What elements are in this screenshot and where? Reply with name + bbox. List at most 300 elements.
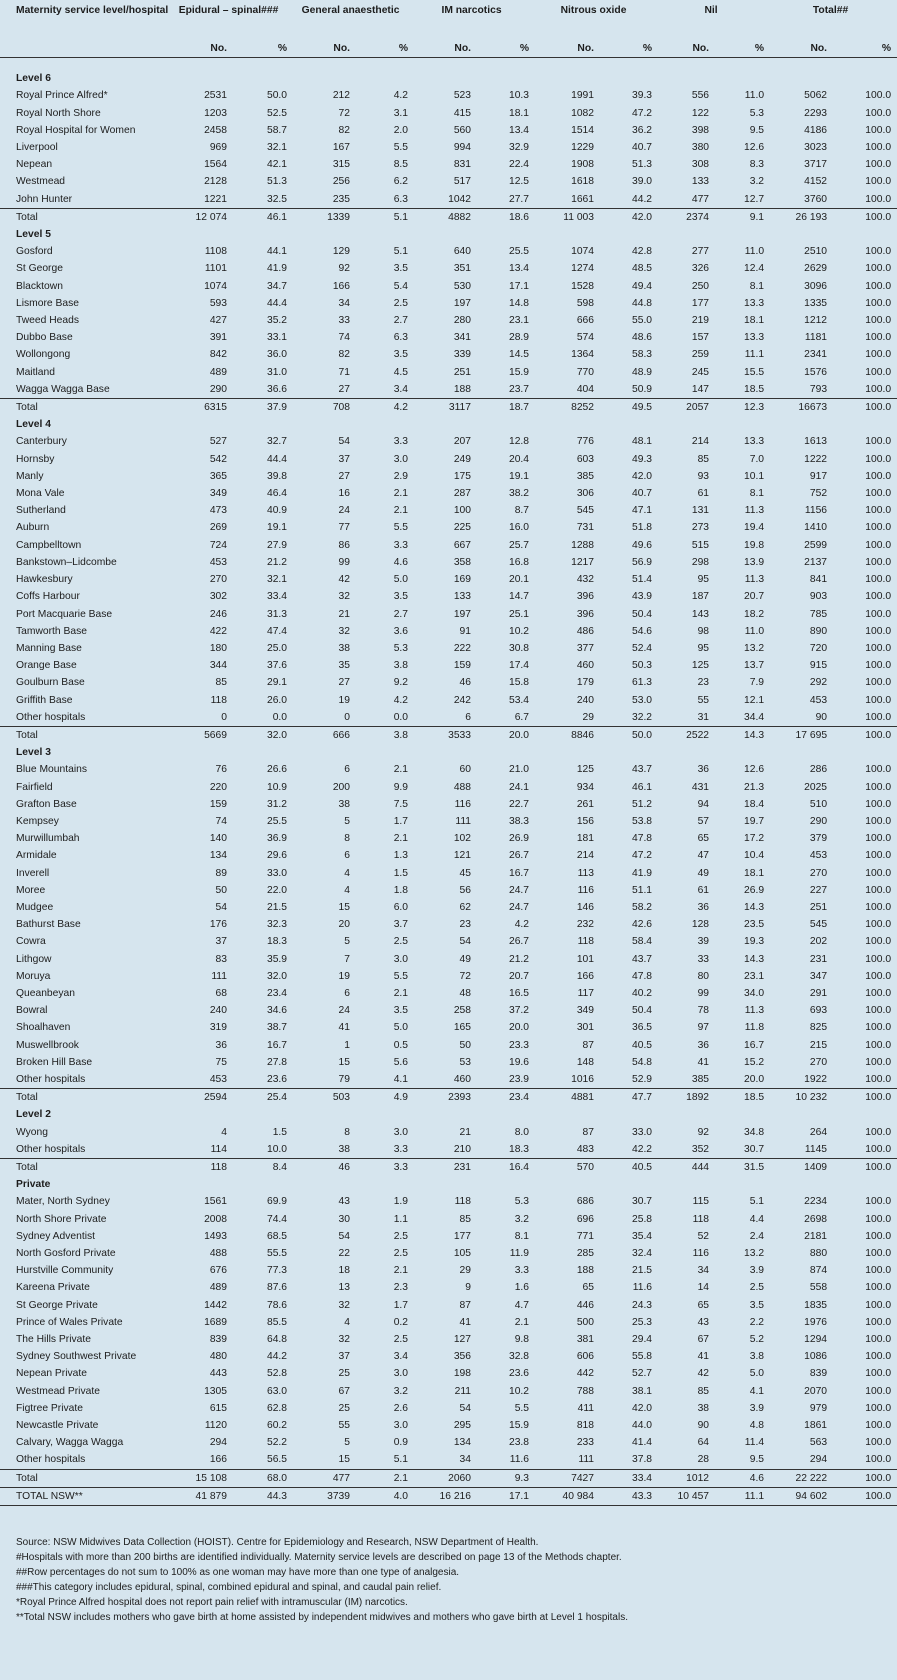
table-cell: 2.5 bbox=[749, 1282, 765, 1294]
table-cell: 57 bbox=[697, 815, 710, 827]
table-cell: 5.5 bbox=[393, 142, 409, 154]
table-cell: 6.2 bbox=[393, 176, 409, 188]
table-cell: 19.7 bbox=[744, 815, 765, 827]
table-cell: 100.0 bbox=[865, 798, 892, 810]
table-cell: 1689 bbox=[204, 1316, 227, 1328]
row-label: Sutherland bbox=[16, 505, 66, 517]
table-cell: 58.7 bbox=[266, 124, 288, 136]
table-cell: 27 bbox=[338, 677, 351, 689]
table-cell: 5.0 bbox=[749, 1368, 765, 1380]
section-heading-row bbox=[0, 744, 897, 761]
row-label: Maitland bbox=[16, 366, 55, 378]
table-cell: 686 bbox=[576, 1196, 595, 1208]
table-cell: 97 bbox=[697, 1022, 710, 1034]
table-cell: 14.3 bbox=[744, 901, 765, 913]
table-cell: 32.1 bbox=[266, 574, 288, 586]
footnote-source: Source: NSW Midwives Data Collection (HOIST). Centre for Epidemiology and Research, NSW Department of Health. bbox=[16, 1537, 539, 1548]
table-cell: 3533 bbox=[414, 726, 477, 744]
table-cell: 4 bbox=[344, 1316, 351, 1328]
table-cell: 34.4 bbox=[744, 711, 765, 723]
table-row bbox=[0, 1037, 897, 1054]
table-cell: 3.3 bbox=[393, 539, 409, 551]
row-label: Campbelltown bbox=[16, 539, 82, 551]
table-cell: 36.6 bbox=[266, 383, 288, 395]
row-label: Royal Hospital for Women bbox=[16, 124, 136, 136]
row-label: Blacktown bbox=[16, 280, 63, 292]
table-cell: 1203 bbox=[204, 107, 227, 119]
table-cell: 52.9 bbox=[631, 1073, 653, 1085]
table-cell: 6.3 bbox=[393, 193, 409, 205]
table-cell: 903 bbox=[809, 591, 828, 603]
column-header: Nil bbox=[704, 5, 718, 16]
table-cell: 1661 bbox=[571, 193, 595, 205]
section-heading-row bbox=[0, 1176, 897, 1193]
table-cell: 38.1 bbox=[631, 1385, 653, 1397]
table-cell: 724 bbox=[209, 539, 227, 551]
row-label: Fairfield bbox=[16, 781, 53, 793]
row-label: Calvary, Wagga Wagga bbox=[16, 1437, 124, 1449]
table-cell: 563 bbox=[809, 1437, 828, 1449]
table-cell: 422 bbox=[209, 625, 227, 637]
table-row bbox=[0, 588, 897, 605]
table-cell: 4.0 bbox=[356, 1487, 414, 1505]
table-cell: 100.0 bbox=[865, 159, 892, 171]
table-row bbox=[0, 502, 897, 519]
table-cell: 100.0 bbox=[865, 936, 892, 948]
table-row bbox=[0, 381, 897, 399]
table-cell: 20.0 bbox=[744, 1073, 765, 1085]
table-cell: 25.5 bbox=[266, 815, 288, 827]
table-cell: 969 bbox=[209, 142, 227, 154]
section-heading: Level 6 bbox=[16, 73, 51, 85]
section-heading: Private bbox=[16, 1179, 51, 1191]
subheader-pct: % bbox=[398, 43, 409, 54]
table-cell: 2057 bbox=[658, 399, 715, 417]
table-cell: 3.3 bbox=[393, 436, 409, 448]
table-cell: 4 bbox=[344, 867, 351, 879]
table-cell: 74 bbox=[215, 815, 227, 827]
table-cell: 127 bbox=[453, 1334, 472, 1346]
table-cell: 27.7 bbox=[508, 193, 530, 205]
table-cell: 10.1 bbox=[744, 470, 765, 482]
table-row bbox=[0, 657, 897, 674]
table-cell: 2.7 bbox=[393, 315, 409, 327]
table-cell: 1528 bbox=[571, 280, 595, 292]
table-cell: 60.2 bbox=[266, 1420, 288, 1432]
table-row bbox=[0, 830, 897, 847]
table-cell: 61.3 bbox=[631, 677, 653, 689]
table-cell: 2234 bbox=[804, 1196, 828, 1208]
table-cell: 32 bbox=[338, 1334, 351, 1346]
table-cell: 25.7 bbox=[508, 539, 530, 551]
table-cell: 294 bbox=[209, 1437, 227, 1449]
table-cell: 32 bbox=[338, 1299, 351, 1311]
table-cell: 37.6 bbox=[266, 660, 288, 672]
table-cell: 100.0 bbox=[865, 815, 892, 827]
table-cell: 306 bbox=[576, 488, 595, 500]
table-cell: 4 bbox=[221, 1126, 227, 1138]
table-cell: 2070 bbox=[804, 1385, 828, 1397]
table-cell: 100.0 bbox=[865, 1454, 892, 1466]
table-cell: 1409 bbox=[770, 1159, 833, 1177]
table-cell: 21.3 bbox=[744, 781, 765, 793]
table-cell: 14.3 bbox=[744, 953, 765, 965]
table-cell: 2531 bbox=[204, 90, 227, 102]
table-row bbox=[0, 295, 897, 312]
table-cell: 100.0 bbox=[865, 1437, 892, 1449]
row-label: Kareena Private bbox=[16, 1282, 90, 1294]
table-cell: 4.2 bbox=[393, 90, 409, 102]
table-cell: 7.9 bbox=[749, 677, 765, 689]
table-cell: 100.0 bbox=[865, 1299, 892, 1311]
table-cell: 47.4 bbox=[266, 625, 288, 637]
table-cell: 211 bbox=[454, 1385, 472, 1397]
table-cell: 33 bbox=[697, 953, 710, 965]
table-cell: 277 bbox=[691, 246, 710, 258]
table-cell: 1074 bbox=[204, 280, 227, 292]
table-cell: 11.0 bbox=[744, 90, 765, 102]
table-cell: 99 bbox=[338, 556, 351, 568]
total-row bbox=[0, 1469, 897, 1487]
table-cell: 615 bbox=[209, 1402, 227, 1414]
table-cell: 640 bbox=[453, 246, 472, 258]
table-cell: 2458 bbox=[204, 124, 227, 136]
table-cell: 54 bbox=[338, 436, 351, 448]
table-cell: 159 bbox=[209, 798, 227, 810]
table-cell: 65 bbox=[582, 1282, 595, 1294]
table-cell: 258 bbox=[453, 1005, 472, 1017]
table-cell: 0.0 bbox=[272, 711, 288, 723]
table-cell: 52 bbox=[697, 1230, 710, 1242]
table-cell: 36.2 bbox=[631, 124, 653, 136]
table-row bbox=[0, 709, 897, 727]
table-cell: 212 bbox=[332, 90, 351, 102]
table-cell: 100.0 bbox=[833, 1089, 897, 1107]
total-row bbox=[0, 1159, 897, 1177]
table-cell: 122 bbox=[691, 107, 710, 119]
table-cell: 500 bbox=[576, 1316, 595, 1328]
row-label: Wyong bbox=[16, 1126, 48, 1138]
table-cell: 11 003 bbox=[535, 208, 600, 226]
table-cell: 5.0 bbox=[393, 1022, 409, 1034]
table-cell: 5.5 bbox=[393, 970, 409, 982]
table-cell: 18.1 bbox=[744, 867, 765, 879]
table-cell: 36 bbox=[697, 1039, 710, 1051]
table-cell: 1074 bbox=[571, 246, 595, 258]
table-cell: 32.5 bbox=[266, 193, 288, 205]
table-cell: 100.0 bbox=[865, 349, 892, 361]
table-cell: 8 bbox=[344, 833, 351, 845]
table-cell: 9.3 bbox=[477, 1469, 535, 1487]
table-cell: 43 bbox=[338, 1196, 351, 1208]
table-cell: 42.0 bbox=[631, 470, 653, 482]
table-cell: 46.1 bbox=[233, 208, 293, 226]
table-cell: 19.1 bbox=[266, 522, 288, 534]
table-cell: 100.0 bbox=[865, 522, 892, 534]
table-cell: 1.5 bbox=[272, 1126, 288, 1138]
table-cell: 231 bbox=[414, 1159, 477, 1177]
table-cell: 38 bbox=[338, 642, 351, 654]
row-label: Total bbox=[0, 208, 170, 226]
table-cell: 61 bbox=[697, 884, 710, 896]
table-cell: 404 bbox=[576, 383, 595, 395]
row-label: Gosford bbox=[16, 246, 53, 258]
table-cell: 16 bbox=[338, 488, 351, 500]
table-cell: 21.2 bbox=[266, 556, 288, 568]
table-row bbox=[0, 640, 897, 657]
subheader-no: No. bbox=[210, 43, 227, 54]
table-cell: 26.9 bbox=[744, 884, 765, 896]
table-cell: 15 108 bbox=[170, 1469, 233, 1487]
table-cell: 54.8 bbox=[631, 1056, 653, 1068]
table-cell: 1410 bbox=[804, 522, 828, 534]
table-cell: 1335 bbox=[804, 297, 828, 309]
table-cell: 100.0 bbox=[865, 1005, 892, 1017]
table-cell: 352 bbox=[691, 1143, 710, 1155]
table-cell: 83 bbox=[215, 953, 227, 965]
table-cell: 570 bbox=[535, 1159, 600, 1177]
table-cell: 818 bbox=[576, 1420, 595, 1432]
table-cell: 3.0 bbox=[393, 953, 409, 965]
table-cell: 68.0 bbox=[233, 1469, 293, 1487]
table-cell: 3717 bbox=[804, 159, 828, 171]
table-cell: 42.6 bbox=[631, 919, 653, 931]
table-cell: 1991 bbox=[571, 90, 595, 102]
table-row bbox=[0, 1365, 897, 1382]
table-cell: 12.8 bbox=[508, 436, 530, 448]
table-cell: 55 bbox=[338, 1420, 351, 1432]
table-cell: 298 bbox=[691, 556, 710, 568]
table-cell: 1042 bbox=[448, 193, 472, 205]
total-row bbox=[0, 726, 897, 744]
table-cell: 180 bbox=[209, 642, 227, 654]
row-label: Tamworth Base bbox=[16, 625, 87, 637]
table-cell: 28.9 bbox=[508, 332, 530, 344]
table-cell: 2.1 bbox=[356, 1469, 414, 1487]
table-cell: 54 bbox=[459, 1402, 472, 1414]
table-cell: 118 bbox=[692, 1213, 710, 1225]
table-cell: 100.0 bbox=[865, 711, 892, 723]
table-cell: 47.8 bbox=[631, 970, 653, 982]
table-cell: 515 bbox=[691, 539, 710, 551]
table-cell: 593 bbox=[209, 297, 227, 309]
table-cell: 47.8 bbox=[631, 833, 653, 845]
table-cell: 20.4 bbox=[508, 453, 530, 465]
table-cell: 11.6 bbox=[632, 1282, 653, 1294]
table-cell: 18.4 bbox=[744, 798, 765, 810]
table-cell: 483 bbox=[576, 1143, 595, 1155]
table-cell: 100.0 bbox=[865, 315, 892, 327]
table-cell: 55.8 bbox=[631, 1351, 653, 1363]
table-cell: 3.5 bbox=[749, 1299, 765, 1311]
table-cell: 1.1 bbox=[393, 1213, 409, 1225]
table-body bbox=[0, 58, 897, 1506]
table-cell: 2181 bbox=[804, 1230, 828, 1242]
table-cell: 1892 bbox=[658, 1089, 715, 1107]
table-cell: 35.4 bbox=[631, 1230, 653, 1242]
table-cell: 32.0 bbox=[266, 970, 288, 982]
table-cell: 37 bbox=[338, 453, 351, 465]
table-cell: 80 bbox=[697, 970, 710, 982]
table-cell: 67 bbox=[338, 1385, 351, 1397]
table-cell: 5.1 bbox=[393, 246, 409, 258]
table-cell: 17 695 bbox=[770, 726, 833, 744]
table-row bbox=[0, 761, 897, 778]
table-cell: 165 bbox=[453, 1022, 472, 1034]
row-label: Hurstville Community bbox=[16, 1265, 114, 1277]
table-cell: 17.1 bbox=[477, 1487, 535, 1505]
table-cell: 40.7 bbox=[631, 142, 653, 154]
table-cell: 14.5 bbox=[508, 349, 530, 361]
section-heading: Level 2 bbox=[16, 1109, 51, 1121]
table-cell: 39.8 bbox=[266, 470, 288, 482]
table-cell: 3.5 bbox=[393, 349, 409, 361]
table-cell: 319 bbox=[209, 1022, 227, 1034]
table-cell: 4881 bbox=[535, 1089, 600, 1107]
table-row bbox=[0, 674, 897, 691]
table-cell: 42 bbox=[338, 574, 351, 586]
table-cell: 74 bbox=[338, 332, 351, 344]
row-label: Port Macquarie Base bbox=[16, 608, 113, 620]
table-cell: 53.0 bbox=[631, 694, 653, 706]
table-cell: 1561 bbox=[204, 1196, 227, 1208]
table-cell: 251 bbox=[453, 366, 472, 378]
row-label: Auburn bbox=[16, 522, 50, 534]
table-cell: 8.0 bbox=[514, 1126, 530, 1138]
table-cell: 4.9 bbox=[356, 1089, 414, 1107]
table-cell: 51.3 bbox=[266, 176, 288, 188]
table-cell: 42.8 bbox=[631, 246, 653, 258]
table-row bbox=[0, 1297, 897, 1314]
table-cell: 3096 bbox=[804, 280, 828, 292]
table-cell: 0.2 bbox=[393, 1316, 409, 1328]
table-cell: 231 bbox=[809, 953, 828, 965]
table-cell: 128 bbox=[691, 919, 710, 931]
table-cell: 2374 bbox=[658, 208, 715, 226]
row-label: Mudgee bbox=[16, 901, 54, 913]
table-cell: 93 bbox=[697, 470, 710, 482]
table-cell: 606 bbox=[576, 1351, 595, 1363]
table-cell: 177 bbox=[453, 1230, 472, 1242]
table-cell: 100.0 bbox=[865, 1316, 892, 1328]
table-cell: 44.3 bbox=[233, 1487, 293, 1505]
table-cell: 44.8 bbox=[631, 297, 653, 309]
table-cell: 11.3 bbox=[744, 574, 765, 586]
table-cell: 385 bbox=[691, 1073, 710, 1085]
table-cell: 100.0 bbox=[865, 987, 892, 999]
table-cell: 100.0 bbox=[833, 1469, 897, 1487]
table-cell: 45 bbox=[459, 867, 472, 879]
table-cell: 49.3 bbox=[631, 453, 653, 465]
table-cell: 100.0 bbox=[833, 208, 897, 226]
table-cell: 558 bbox=[809, 1282, 828, 1294]
table-cell: 341 bbox=[453, 332, 472, 344]
table-cell: 530 bbox=[453, 280, 472, 292]
table-cell: 11.4 bbox=[744, 1437, 765, 1449]
table-row bbox=[0, 916, 897, 933]
table-cell: 28 bbox=[697, 1454, 710, 1466]
spacer-row bbox=[0, 58, 897, 71]
table-cell: 100.0 bbox=[865, 1126, 892, 1138]
table-cell: 53 bbox=[459, 1056, 472, 1068]
table-cell: 100.0 bbox=[865, 453, 892, 465]
table-cell: 35.9 bbox=[266, 953, 288, 965]
table-cell: 30.7 bbox=[631, 1196, 653, 1208]
table-row bbox=[0, 278, 897, 295]
table-cell: 56 bbox=[459, 884, 472, 896]
table-cell: 116 bbox=[692, 1248, 710, 1260]
table-cell: 517 bbox=[453, 176, 472, 188]
table-cell: 261 bbox=[576, 798, 595, 810]
table-cell: 24 bbox=[338, 1005, 351, 1017]
table-cell: 5 bbox=[344, 1437, 351, 1449]
table-cell: 33 bbox=[338, 315, 351, 327]
table-cell: 48.5 bbox=[631, 263, 653, 275]
table-cell: 6 bbox=[344, 987, 351, 999]
table-cell: 44.1 bbox=[266, 246, 288, 258]
table-cell: 377 bbox=[576, 642, 595, 654]
table-cell: 13.2 bbox=[744, 642, 765, 654]
row-label: Total bbox=[0, 1159, 170, 1177]
table-cell: 111 bbox=[211, 970, 227, 982]
table-cell: 32.3 bbox=[266, 919, 288, 931]
table-cell: 934 bbox=[576, 781, 595, 793]
row-label: North Gosford Private bbox=[16, 1248, 116, 1260]
table-cell: 4.6 bbox=[715, 1469, 770, 1487]
table-cell: 785 bbox=[809, 608, 828, 620]
table-cell: 831 bbox=[453, 159, 472, 171]
table-cell: 6.0 bbox=[393, 901, 409, 913]
table-cell: 32.1 bbox=[266, 142, 288, 154]
table-cell: 488 bbox=[209, 1248, 227, 1260]
table-cell: 1.7 bbox=[393, 1299, 409, 1311]
row-label: The Hills Private bbox=[16, 1334, 91, 1346]
table-row bbox=[0, 105, 897, 122]
table-cell: 36 bbox=[215, 1039, 227, 1051]
column-header: IM narcotics bbox=[441, 5, 502, 16]
table-cell: 6 bbox=[344, 850, 351, 862]
table-cell: 100.0 bbox=[833, 399, 897, 417]
table-cell: 880 bbox=[809, 1248, 828, 1260]
table-cell: 46 bbox=[459, 677, 472, 689]
row-label: Kempsey bbox=[16, 815, 59, 827]
table-row bbox=[0, 1417, 897, 1434]
table-cell: 32.4 bbox=[631, 1248, 653, 1260]
table-cell: 32 bbox=[338, 625, 351, 637]
table-cell: 545 bbox=[576, 505, 595, 517]
table-cell: 85 bbox=[215, 677, 227, 689]
table-cell: 100.0 bbox=[865, 1402, 892, 1414]
table-cell: 510 bbox=[809, 798, 828, 810]
table-cell: 3.5 bbox=[393, 591, 409, 603]
table-row bbox=[0, 1071, 897, 1089]
table-cell: 39 bbox=[697, 936, 710, 948]
table-cell: 85 bbox=[697, 1385, 710, 1397]
table-cell: 10.2 bbox=[508, 1385, 530, 1397]
row-label: Inverell bbox=[16, 867, 50, 879]
table-cell: 3.0 bbox=[393, 1420, 409, 1432]
table-cell: 1012 bbox=[658, 1469, 715, 1487]
table-cell: 100.0 bbox=[865, 764, 892, 776]
table-cell: 4.6 bbox=[393, 556, 409, 568]
table-cell: 1016 bbox=[571, 1073, 595, 1085]
table-cell: 666 bbox=[576, 315, 595, 327]
table-cell: 453 bbox=[809, 850, 828, 862]
row-label: St George Private bbox=[16, 1299, 98, 1311]
table-cell: 146 bbox=[576, 901, 595, 913]
table-cell: 32.8 bbox=[508, 1351, 530, 1363]
table-cell: 38.3 bbox=[508, 815, 530, 827]
